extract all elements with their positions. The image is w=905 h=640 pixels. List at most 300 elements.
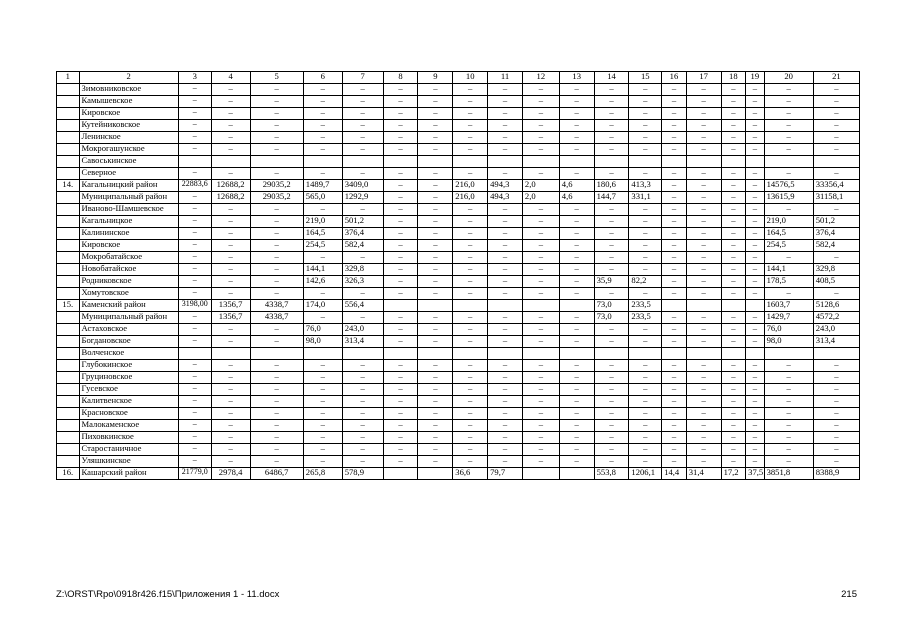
value-cell: – — [453, 324, 488, 336]
value-cell: – — [686, 240, 721, 252]
row-name-cell: Волченское — [79, 348, 178, 360]
value-cell: – — [721, 264, 746, 276]
table-row — [57, 264, 860, 276]
value-cell: – — [559, 444, 594, 456]
table-row — [57, 120, 860, 132]
row-number-cell — [57, 384, 80, 396]
value-cell: – — [178, 192, 211, 204]
value-cell: – — [721, 144, 746, 156]
value-cell — [721, 156, 746, 168]
row-number-cell — [57, 132, 80, 144]
value-cell: – — [522, 432, 559, 444]
value-cell: – — [629, 204, 662, 216]
value-cell: – — [813, 204, 859, 216]
value-cell: – — [764, 108, 813, 120]
value-cell: – — [418, 216, 453, 228]
value-cell: – — [629, 144, 662, 156]
row-number-cell — [57, 288, 80, 300]
value-cell: – — [559, 228, 594, 240]
value-cell — [629, 348, 662, 360]
value-cell: – — [686, 396, 721, 408]
value-cell: – — [746, 324, 764, 336]
value-cell: – — [418, 84, 453, 96]
value-cell: – — [686, 216, 721, 228]
value-cell: 326,3 — [342, 276, 383, 288]
value-cell: – — [559, 168, 594, 180]
value-cell: – — [629, 216, 662, 228]
value-cell: 31158,1 — [813, 192, 859, 204]
value-cell: – — [746, 336, 764, 348]
value-cell: – — [813, 396, 859, 408]
value-cell: – — [383, 96, 418, 108]
value-cell: – — [721, 216, 746, 228]
value-cell: – — [383, 408, 418, 420]
value-cell: – — [488, 144, 523, 156]
value-cell: – — [211, 216, 250, 228]
value-cell: – — [178, 144, 211, 156]
value-cell: – — [522, 456, 559, 468]
value-cell: – — [813, 420, 859, 432]
value-cell: – — [383, 84, 418, 96]
value-cell: 376,4 — [813, 228, 859, 240]
value-cell: 144,7 — [594, 192, 629, 204]
value-cell: – — [522, 168, 559, 180]
value-cell — [383, 156, 418, 168]
value-cell: – — [211, 288, 250, 300]
value-cell: – — [813, 432, 859, 444]
header-cell: 16 — [662, 72, 687, 84]
value-cell: – — [522, 324, 559, 336]
page-number: 215 — [841, 589, 857, 600]
row-name-cell: Кутейниковское — [79, 120, 178, 132]
value-cell: – — [662, 120, 687, 132]
value-cell: – — [250, 432, 303, 444]
value-cell: – — [662, 360, 687, 372]
value-cell: – — [559, 132, 594, 144]
value-cell: – — [686, 336, 721, 348]
value-cell: 144,1 — [303, 264, 342, 276]
value-cell: – — [522, 264, 559, 276]
value-cell: – — [522, 420, 559, 432]
value-cell: – — [303, 84, 342, 96]
value-cell: 216,0 — [453, 192, 488, 204]
value-cell: – — [629, 432, 662, 444]
value-cell: – — [594, 288, 629, 300]
value-cell: – — [178, 264, 211, 276]
value-cell: – — [764, 132, 813, 144]
row-name-cell: Каменский район — [79, 300, 178, 312]
row-number-cell — [57, 108, 80, 120]
header-cell: 9 — [418, 72, 453, 84]
value-cell: 553,8 — [594, 468, 629, 480]
value-cell: – — [342, 360, 383, 372]
value-cell: – — [746, 264, 764, 276]
value-cell: – — [488, 216, 523, 228]
value-cell: – — [686, 324, 721, 336]
table-row — [57, 276, 860, 288]
value-cell: – — [418, 432, 453, 444]
header-cell: 10 — [453, 72, 488, 84]
value-cell — [418, 156, 453, 168]
value-cell: – — [522, 216, 559, 228]
value-cell: – — [721, 288, 746, 300]
value-cell: 243,0 — [813, 324, 859, 336]
value-cell: – — [662, 396, 687, 408]
value-cell: 76,0 — [764, 324, 813, 336]
value-cell: – — [629, 420, 662, 432]
value-cell: – — [488, 324, 523, 336]
value-cell: – — [662, 108, 687, 120]
value-cell: – — [746, 360, 764, 372]
value-cell: 37,5 — [746, 468, 764, 480]
value-cell: 2,0 — [522, 180, 559, 192]
value-cell: 254,5 — [303, 240, 342, 252]
value-cell: – — [418, 96, 453, 108]
value-cell: – — [686, 456, 721, 468]
value-cell: – — [342, 408, 383, 420]
value-cell: – — [211, 432, 250, 444]
value-cell: – — [686, 276, 721, 288]
value-cell: – — [211, 132, 250, 144]
value-cell: – — [746, 204, 764, 216]
row-number-cell — [57, 84, 80, 96]
value-cell: – — [662, 264, 687, 276]
value-cell: – — [629, 252, 662, 264]
value-cell: 1292,9 — [342, 192, 383, 204]
value-cell: – — [342, 144, 383, 156]
value-cell: – — [453, 168, 488, 180]
value-cell: – — [746, 216, 764, 228]
value-cell: – — [764, 456, 813, 468]
value-cell: – — [813, 444, 859, 456]
value-cell: – — [721, 384, 746, 396]
value-cell: – — [662, 336, 687, 348]
value-cell: – — [250, 228, 303, 240]
value-cell: – — [764, 204, 813, 216]
value-cell: – — [342, 168, 383, 180]
value-cell: – — [686, 84, 721, 96]
value-cell: – — [342, 108, 383, 120]
table-row — [57, 192, 860, 204]
value-cell: – — [721, 108, 746, 120]
value-cell: – — [629, 96, 662, 108]
row-number-cell — [57, 336, 80, 348]
value-cell: – — [594, 204, 629, 216]
value-cell: – — [559, 96, 594, 108]
header-cell: 2 — [79, 72, 178, 84]
value-cell: – — [813, 384, 859, 396]
value-cell: – — [764, 396, 813, 408]
value-cell: – — [453, 264, 488, 276]
value-cell: 233,5 — [629, 300, 662, 312]
value-cell: – — [342, 312, 383, 324]
value-cell: – — [383, 144, 418, 156]
value-cell: – — [453, 336, 488, 348]
value-cell: – — [746, 252, 764, 264]
value-cell: – — [559, 144, 594, 156]
value-cell: – — [178, 396, 211, 408]
value-cell: – — [178, 216, 211, 228]
value-cell: – — [686, 168, 721, 180]
header-cell: 7 — [342, 72, 383, 84]
value-cell: – — [559, 108, 594, 120]
header-cell: 8 — [383, 72, 418, 84]
table-body — [57, 84, 860, 480]
value-cell: 501,2 — [342, 216, 383, 228]
value-cell: – — [453, 432, 488, 444]
value-cell: – — [303, 168, 342, 180]
value-cell: – — [250, 108, 303, 120]
value-cell: – — [418, 408, 453, 420]
value-cell: – — [721, 372, 746, 384]
value-cell: – — [522, 240, 559, 252]
value-cell: – — [629, 396, 662, 408]
value-cell: – — [383, 360, 418, 372]
table-row — [57, 132, 860, 144]
value-cell: – — [629, 336, 662, 348]
value-cell: – — [211, 336, 250, 348]
value-cell: – — [813, 372, 859, 384]
value-cell: 331,1 — [629, 192, 662, 204]
value-cell: – — [488, 360, 523, 372]
value-cell: – — [686, 372, 721, 384]
value-cell — [662, 300, 687, 312]
value-cell: – — [559, 240, 594, 252]
value-cell: – — [303, 252, 342, 264]
value-cell: – — [342, 444, 383, 456]
value-cell: – — [178, 132, 211, 144]
value-cell: – — [418, 360, 453, 372]
value-cell: – — [721, 96, 746, 108]
value-cell: – — [629, 384, 662, 396]
value-cell: – — [594, 384, 629, 396]
value-cell: – — [721, 420, 746, 432]
value-cell: – — [418, 372, 453, 384]
value-cell: – — [746, 120, 764, 132]
row-name-cell: Астаховское — [79, 324, 178, 336]
value-cell: – — [342, 288, 383, 300]
value-cell — [211, 348, 250, 360]
value-cell — [813, 156, 859, 168]
row-number-cell — [57, 372, 80, 384]
value-cell: – — [594, 120, 629, 132]
value-cell: – — [522, 204, 559, 216]
value-cell — [686, 156, 721, 168]
value-cell: – — [211, 228, 250, 240]
value-cell: – — [250, 144, 303, 156]
value-cell: – — [813, 144, 859, 156]
value-cell — [522, 468, 559, 480]
value-cell — [764, 156, 813, 168]
value-cell: – — [629, 360, 662, 372]
value-cell: – — [813, 132, 859, 144]
value-cell: 243,0 — [342, 324, 383, 336]
value-cell: – — [764, 168, 813, 180]
table-row — [57, 312, 860, 324]
row-name-cell: Кировское — [79, 108, 178, 120]
value-cell: – — [250, 396, 303, 408]
value-cell: – — [211, 276, 250, 288]
value-cell: – — [686, 420, 721, 432]
value-cell: – — [178, 408, 211, 420]
value-cell: – — [594, 252, 629, 264]
value-cell: – — [178, 372, 211, 384]
value-cell: – — [250, 168, 303, 180]
value-cell: – — [721, 180, 746, 192]
value-cell: – — [662, 240, 687, 252]
value-cell: – — [594, 144, 629, 156]
value-cell — [418, 468, 453, 480]
value-cell: – — [453, 96, 488, 108]
value-cell: – — [383, 192, 418, 204]
row-name-cell: Иваново-Шамшевское — [79, 204, 178, 216]
value-cell: – — [488, 336, 523, 348]
value-cell: – — [522, 84, 559, 96]
table-row — [57, 372, 860, 384]
value-cell: – — [178, 336, 211, 348]
value-cell — [178, 348, 211, 360]
value-cell: – — [813, 456, 859, 468]
value-cell: – — [522, 228, 559, 240]
value-cell: – — [764, 432, 813, 444]
value-cell: 164,5 — [764, 228, 813, 240]
value-cell: 494,3 — [488, 180, 523, 192]
value-cell: – — [559, 312, 594, 324]
value-cell: 1206,1 — [629, 468, 662, 480]
row-name-cell: Глубокинское — [79, 360, 178, 372]
value-cell: 413,3 — [629, 180, 662, 192]
value-cell: 4,6 — [559, 192, 594, 204]
header-cell: 19 — [746, 72, 764, 84]
value-cell: – — [383, 216, 418, 228]
value-cell: – — [522, 252, 559, 264]
value-cell: 36,6 — [453, 468, 488, 480]
value-cell: – — [453, 108, 488, 120]
value-cell: – — [211, 420, 250, 432]
value-cell: – — [721, 396, 746, 408]
value-cell: – — [662, 132, 687, 144]
value-cell: – — [594, 108, 629, 120]
value-cell — [211, 156, 250, 168]
value-cell: 1429,7 — [764, 312, 813, 324]
value-cell: 33356,4 — [813, 180, 859, 192]
value-cell: – — [559, 432, 594, 444]
value-cell: – — [662, 180, 687, 192]
value-cell: – — [211, 240, 250, 252]
row-number-cell — [57, 168, 80, 180]
value-cell: – — [342, 96, 383, 108]
value-cell: – — [418, 144, 453, 156]
table-row — [57, 420, 860, 432]
value-cell: – — [383, 444, 418, 456]
value-cell: – — [813, 96, 859, 108]
value-cell: 3409,0 — [342, 180, 383, 192]
value-cell: – — [594, 264, 629, 276]
table-row — [57, 216, 860, 228]
value-cell: – — [629, 456, 662, 468]
value-cell: – — [303, 444, 342, 456]
value-cell: – — [250, 204, 303, 216]
value-cell: – — [418, 444, 453, 456]
value-cell: – — [662, 276, 687, 288]
value-cell: – — [178, 324, 211, 336]
value-cell: 494,3 — [488, 192, 523, 204]
value-cell: – — [813, 408, 859, 420]
value-cell: – — [250, 408, 303, 420]
value-cell — [383, 348, 418, 360]
value-cell: – — [383, 120, 418, 132]
value-cell — [342, 156, 383, 168]
value-cell: 556,4 — [342, 300, 383, 312]
row-name-cell: Савоськинское — [79, 156, 178, 168]
value-cell: – — [383, 324, 418, 336]
value-cell: – — [488, 228, 523, 240]
value-cell: – — [342, 252, 383, 264]
value-cell: – — [418, 264, 453, 276]
value-cell: – — [594, 132, 629, 144]
value-cell: 254,5 — [764, 240, 813, 252]
value-cell: 73,0 — [594, 312, 629, 324]
file-path: Z:\ORST\Rpo\0918r426.f15\Приложения 1 - 11.docx — [56, 589, 280, 600]
value-cell: – — [594, 84, 629, 96]
value-cell: – — [594, 216, 629, 228]
value-cell: – — [746, 132, 764, 144]
value-cell: – — [418, 132, 453, 144]
row-number-cell: 15. — [57, 300, 80, 312]
row-name-cell: Камышевское — [79, 96, 178, 108]
table-row — [57, 444, 860, 456]
value-cell: 582,4 — [813, 240, 859, 252]
value-cell: – — [303, 432, 342, 444]
row-number-cell — [57, 456, 80, 468]
value-cell: – — [594, 324, 629, 336]
row-number-cell — [57, 216, 80, 228]
value-cell: – — [746, 96, 764, 108]
value-cell: – — [629, 168, 662, 180]
value-cell: – — [418, 456, 453, 468]
value-cell: – — [662, 408, 687, 420]
value-cell — [522, 348, 559, 360]
value-cell: – — [662, 432, 687, 444]
value-cell: – — [303, 420, 342, 432]
value-cell: 17,2 — [721, 468, 746, 480]
value-cell: 219,0 — [303, 216, 342, 228]
value-cell: – — [662, 384, 687, 396]
row-name-cell: Калитвенское — [79, 396, 178, 408]
value-cell: – — [488, 108, 523, 120]
value-cell: 4572,2 — [813, 312, 859, 324]
value-cell: – — [178, 384, 211, 396]
value-cell: – — [453, 408, 488, 420]
value-cell: 6486,7 — [250, 468, 303, 480]
row-number-cell — [57, 276, 80, 288]
value-cell: – — [383, 132, 418, 144]
value-cell: – — [594, 372, 629, 384]
value-cell: – — [418, 120, 453, 132]
value-cell: 14576,5 — [764, 180, 813, 192]
value-cell: – — [721, 444, 746, 456]
value-cell: 174,0 — [303, 300, 342, 312]
value-cell: – — [178, 288, 211, 300]
value-cell: – — [453, 252, 488, 264]
value-cell: – — [303, 288, 342, 300]
row-name-cell: Кировское — [79, 240, 178, 252]
value-cell: – — [746, 396, 764, 408]
value-cell — [559, 468, 594, 480]
value-cell: – — [303, 132, 342, 144]
value-cell: – — [721, 84, 746, 96]
value-cell: 82,2 — [629, 276, 662, 288]
